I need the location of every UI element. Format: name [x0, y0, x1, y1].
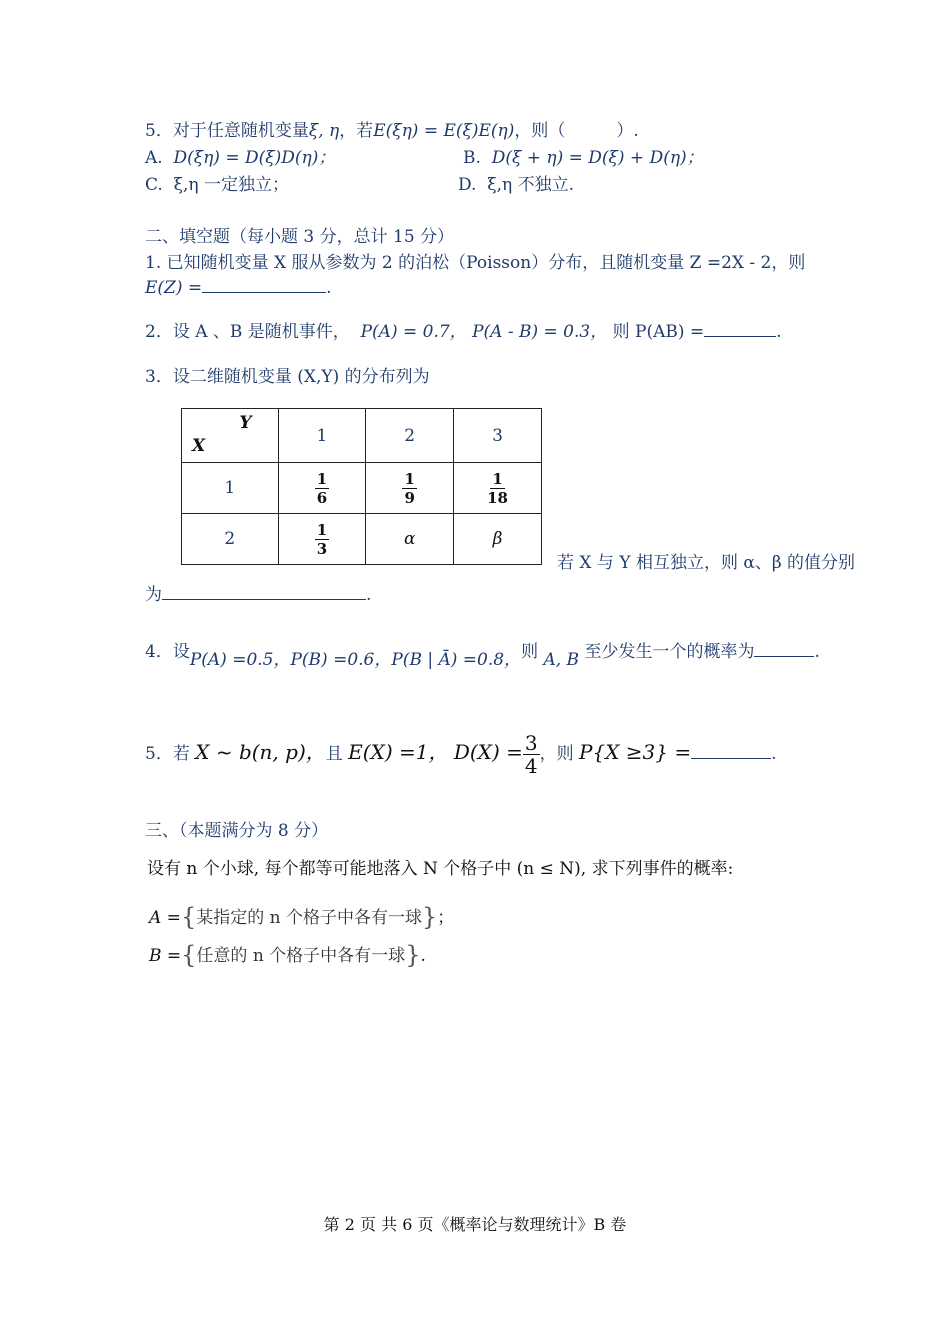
fill4-blank[interactable]	[754, 640, 814, 657]
fill5-blank[interactable]	[691, 744, 771, 759]
col-header-3: 3	[454, 409, 542, 463]
q5-option-a: A. D(ξη) = D(ξ)D(η)；	[145, 148, 336, 168]
row-label-1: 1	[182, 463, 279, 514]
fill2: 2．设 A 、B 是随机事件， P(A) = 0.7， P(A - B) = 0.3， 则 P(AB) = .	[145, 322, 782, 342]
fill1-line1: 1. 已知随机变量 X 服从参数为 2 的泊松（Poisson）分布，且随机变量 Z =2X - 2，则	[145, 253, 806, 273]
fill2-blank[interactable]	[704, 320, 776, 337]
event-b: B ={任意的 n 个格子中各有一球}.	[149, 941, 426, 969]
fill3-blank[interactable]	[162, 583, 366, 600]
cell-1-3: $\frac{1}{18}$	[454, 463, 542, 514]
table-x-label: X	[192, 436, 206, 456]
fill1-blank[interactable]	[202, 276, 326, 293]
cell-2-2: α	[366, 514, 454, 565]
q5-stem: 5．对于任意随机变量ξ, η，若E(ξη) = E(ξ)E(η)，则（ ）.	[145, 121, 639, 141]
distribution-table	[181, 408, 542, 565]
fill1-line2: E(Z) = .	[145, 278, 332, 298]
q5-option-b: B. D(ξ + η) = D(ξ) + D(η)；	[463, 148, 704, 168]
section3-title: 三、（本题满分为 8 分）	[145, 821, 329, 841]
fill3-stem: 3．设二维随机变量 (X,Y) 的分布列为	[145, 367, 430, 387]
page-footer: 第 2 页 共 6 页《概率论与数理统计》B 卷	[323, 1215, 627, 1234]
table-corner	[182, 409, 279, 463]
cell-2-3: β	[454, 514, 542, 565]
fill3-tail: 若 X 与 Y 相互独立，则 α、β 的值分别	[557, 553, 856, 573]
cell-2-1: $\frac{1}{3}$	[278, 514, 366, 565]
fill5-fraction: $\frac{3}{4}$	[524, 731, 538, 778]
row-label-2: 2	[182, 514, 279, 565]
section2-title: 二、填空题（每小题 3 分，总计 15 分）	[145, 227, 455, 247]
event-a: A ={某指定的 n 个格子中各有一球}；	[149, 903, 455, 931]
cell-1-1: $\frac{1}{6}$	[278, 463, 366, 514]
fill5: 5．若 X ~ b(n, p)，且 E(X) =1， D(X) = $\frac{3}{4}$ ，则 P{X ≥3} = .	[145, 731, 777, 778]
col-header-1: 1	[278, 409, 366, 463]
q5-option-c: C. ξ,η 一定独立；	[145, 175, 289, 195]
fill3-tail2: 为 .	[145, 585, 372, 605]
section3-stem: 设有 n 个小球, 每个都等可能地落入 N 个格子中 (n ≤ N), 求下列事件的概率:	[147, 859, 734, 879]
cell-1-2: $\frac{1}{9}$	[366, 463, 454, 514]
table-y-label: Y	[239, 413, 252, 433]
q5-option-d: D. ξ,η 不独立.	[458, 175, 575, 195]
fill4: 4．设P(A) =0.5，P(B) =0.6，P(B | Ā) =0.8，则 A, B 至少发生一个的概率为 .	[145, 642, 820, 670]
col-header-2: 2	[366, 409, 454, 463]
